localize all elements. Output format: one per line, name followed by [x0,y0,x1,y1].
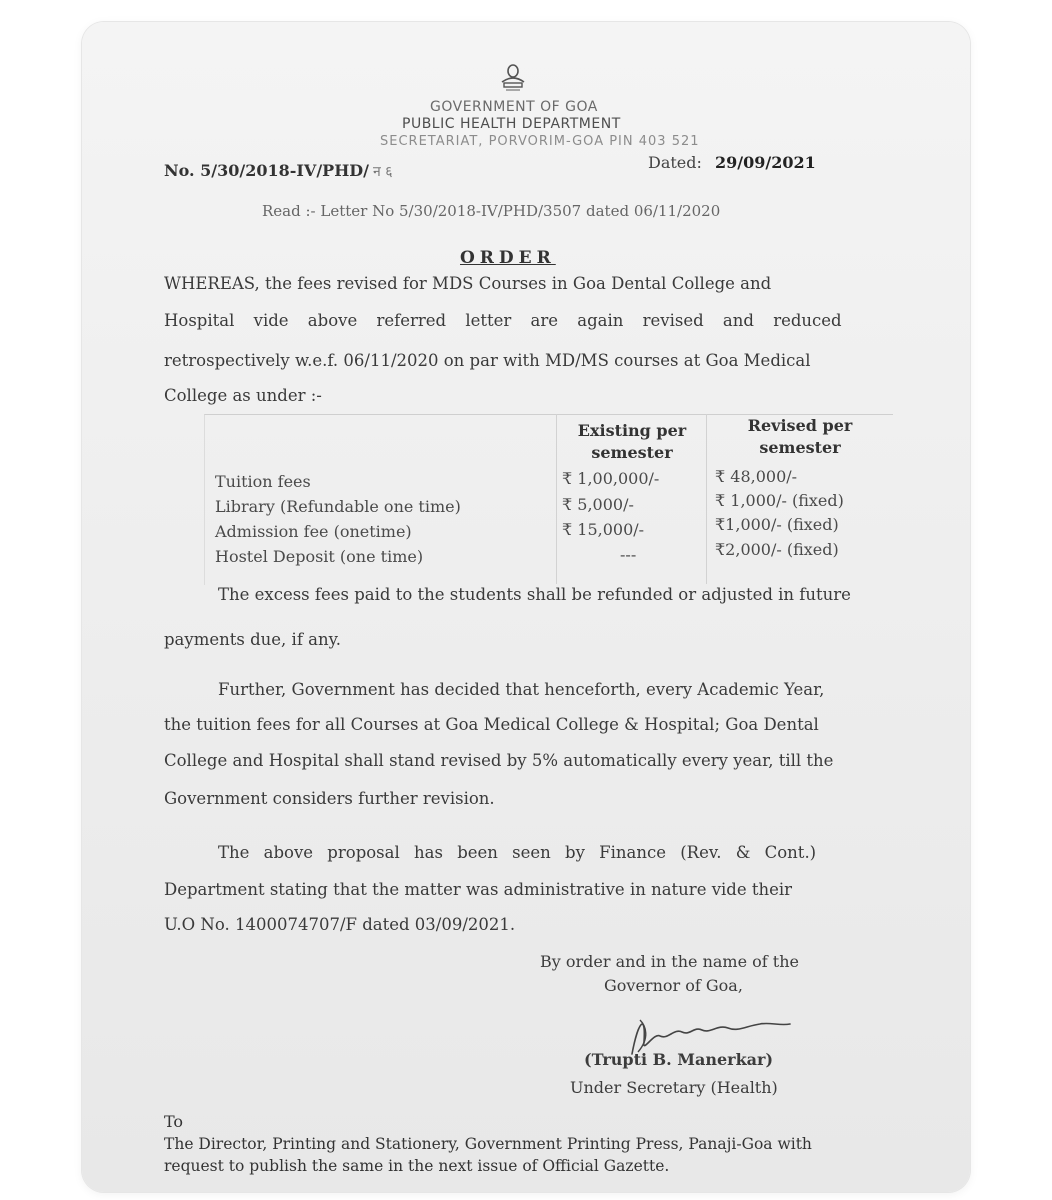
whereas-line-2: Hospital vide above referred letter are again revised and reduced [164,311,842,330]
row-item: Tuition fees [215,472,311,491]
header-government: GOVERNMENT OF GOA [430,99,598,115]
signatory-designation: Under Secretary (Health) [570,1078,778,1097]
government-emblem-icon [496,62,530,94]
dated-value: 29/09/2021 [715,153,816,172]
row-item: Library (Refundable one time) [215,497,461,516]
to-line-1: The Director, Printing and Stationery, Government Printing Press, Panaji-Goa with [164,1135,812,1153]
order-title: ORDER [460,248,556,268]
header-existing: Existing per semester [577,421,687,462]
date-line [648,153,816,172]
proposal-line-2: Department stating that the matter was administrative in nature vide their [164,880,793,899]
row-revised: ₹1,000/- (fixed) [715,515,839,534]
read-reference: Read :- Letter No 5/30/2018-IV/PHD/3507 dated 06/11/2020 [262,202,721,220]
handwritten-suffix: न ६ [373,164,393,180]
whereas-line-4: College as under :- [164,386,322,405]
row-item: Hostel Deposit (one time) [215,547,424,566]
signatory-name: (Trupti B. Manerkar) [584,1050,774,1069]
governor-line: Governor of Goa, [604,976,743,995]
table-divider [556,414,557,584]
further-line-2: the tuition fees for all Courses at Goa Medical College & Hospital; Goa Dental [164,715,819,734]
whereas-line-1 [164,274,771,293]
row-item: Admission fee (onetime) [215,522,412,541]
proposal-line-3: U.O No. 1400074707/F dated 03/09/2021. [164,915,516,934]
row-existing: ₹ 1,00,000/- [562,469,660,488]
excess-line-1: The excess fees paid to the students shall be refunded or adjusted in future [218,585,851,604]
table-divider [706,414,707,584]
proposal-line-1: The above proposal has been seen by Finance (Rev. & Cont.) [218,843,817,862]
excess-line-2: payments due, if any. [164,630,342,649]
whereas-text-1: WHEREAS, the fees revised for MDS Courses in Goa Dental College and [164,274,772,293]
header-revised: Revised per semester [747,416,853,457]
row-revised: ₹ 48,000/- [715,467,798,486]
to-label: To [164,1112,184,1131]
document-sheet [82,22,970,1192]
further-line-1: Further, Government has decided that henceforth, every Academic Year, [218,680,825,699]
reference-number [164,161,393,181]
whereas-line-3: retrospectively w.e.f. 06/11/2020 on par with MD/MS courses at Goa Medical [164,351,811,370]
row-existing: ₹ 5,000/- [562,495,634,514]
row-existing: --- [620,545,637,564]
row-existing: ₹ 15,000/- [562,520,645,539]
row-revised: ₹ 1,000/- (fixed) [715,491,844,510]
by-order-line: By order and in the name of the [540,952,799,971]
to-line-2: request to publish the same in the next issue of Official Gazette. [164,1157,670,1175]
row-revised: ₹2,000/- (fixed) [715,540,839,559]
dated-label: Dated: [648,153,702,172]
further-line-3: College and Hospital shall stand revised by 5% automatically every year, till the [164,751,834,770]
header-address: SECRETARIAT, PORVORIM-GOA PIN 403 521 [380,134,700,149]
reference-number-text: No. 5/30/2018-IV/PHD/ [164,161,370,180]
header-department: PUBLIC HEALTH DEPARTMENT [402,116,621,132]
further-line-4: Government considers further revision. [164,789,495,808]
